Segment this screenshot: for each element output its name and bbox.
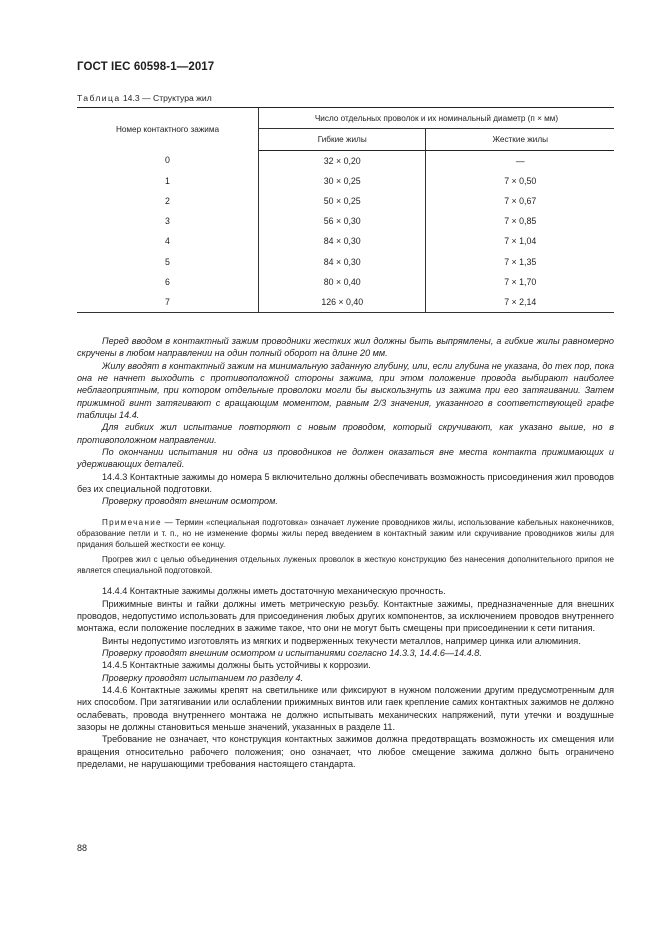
note [77,517,614,550]
table-row [77,171,614,191]
note-label: Примечание [102,517,162,527]
paragraph-straightening: Перед вводом в контактный зажим проводники жестких жил должны быть выпрямлены, а гибкие жилы равномерно скручены в любом направлении на один полный оборот на длине 20 мм. [77,336,614,359]
cell-flexible: 84 × 0,30 [259,251,426,271]
cell-flexible: 80 × 0,40 [259,272,426,292]
cell-flexible: 32 × 0,20 [259,150,426,171]
col-header-flexible: Гибкие жилы [259,129,426,150]
clause-14-4-5: 14.4.5 Контактные зажимы должны быть устойчивы к коррозии. [102,660,371,671]
cell-terminal-number: 7 [77,292,259,313]
check-visual-inspection: Проверку проводят внешним осмотром. [102,496,278,507]
cell-rigid: 7 × 0,67 [426,191,614,211]
cell-flexible: 84 × 0,30 [259,231,426,251]
clause-14-4-6: 14.4.6 Контактные зажимы крепят на светильнике или фиксируют в нужном положении другим предусмотренным для них способом. При затягивании или ослаблении прижимных винтов или гаек крепление самих контактных зажимов не должно ослабевать, провода внутреннего монтажа не должно испытывать механических напряжений, пути утечки и воздушные зазоры не должны становиться меньше значений, указанных в разделе 11. [77,685,614,733]
table-row [77,251,614,271]
wire-structure-table [77,107,614,313]
table-caption-title: 14.3 — Структура жил [120,93,212,103]
table-row [77,272,614,292]
cell-flexible: 30 × 0,25 [259,171,426,191]
cell-flexible: 126 × 0,40 [259,292,426,313]
cell-terminal-number: 1 [165,175,170,186]
col-header-rigid: Жесткие жилы [426,129,614,150]
paragraph-insertion-procedure: Жилу вводят в контактный зажим на минимальную заданную глубину, или, если глубина не указана, до тех пор, пока она не начнет выходить с противоположной стороны зажима, при этом положение провода выбирают наиболее неблагоприятным, при котором отдельные проволоки могли бы выскользнуть из зажима при его затягивании. Затем прижимной винт затягивают с вращающим моментом, равным 2/3 значения, указанного в соответствующей графе таблицы 14.4. [77,360,614,421]
table-row [77,292,614,313]
cell-rigid: 7 × 1,04 [426,231,614,251]
cell-rigid: 7 × 0,50 [426,171,614,191]
cell-terminal-number: 4 [165,236,170,247]
note-text: — Термин «специальная подготовка» означает лужение проводников жилы, использование кабельных наконечников, образование петли и т. п., но не изменение формы жилы перед введением в контактный зажим или скручивание проводников жилы для придания большей жесткости ее концу. [77,517,614,549]
cell-flexible: 56 × 0,30 [259,211,426,231]
table-row [77,231,614,251]
cell-flexible: 50 × 0,25 [259,191,426,211]
cell-terminal-number: 6 [165,276,170,287]
cell-rigid: — [426,150,614,171]
table-row [77,150,614,171]
note-continuation: Прогрев жил с целью объединения отдельных луженых проволок в жесткую конструкцию без нанесения дополнительного припоя не является специальной подготовкой. [77,555,614,576]
table-caption-prefix: Таблица [77,93,121,103]
paragraph-metric-thread: Прижимные винты и гайки должны иметь метрическую резьбу. Контактные зажимы, предназначенные для внешних проводов, недопустимо использовать для присоединения любых других компонентов, за исключением проводов внутреннего монтажа, если положение последних в зажиме такое, что они не могут быть смещены при присоединении к сети питания. [77,598,614,634]
clause-14-4-3: 14.4.3 Контактные зажимы до номера 5 включительно должны обеспечивать возможность присоединения жил проводов без их специальной подготовки. [77,471,614,495]
cell-rigid: 7 × 1,35 [426,251,614,271]
check-inspection-tests: Проверку проводят внешним осмотром и испытаниями согласно 14.3.3, 14.4.6—14.4.8. [102,648,482,658]
col-header-group: Число отдельных проволок и их номинальный диаметр (п × мм) [259,108,615,129]
paragraph-screw-material: Винты недопустимо изготовлять из мягких и подверженных текучести металлов, например цинка или алюминия. [102,635,581,646]
paragraph-flexible-repeat: Для гибких жил испытание повторяют с новым проводом, который скручивают, как указано выше, но в противоположном направлении. [77,422,614,445]
cell-rigid: 7 × 0,85 [426,211,614,231]
col-header-terminal: Номер контактного зажима [77,108,259,151]
body-text [77,335,614,770]
paragraph-requirement-meaning: Требование не означает, что конструкция контактных зажимов должна предотвращать возможность их смещения или вращения относительно рабочего положения; оно означает, что любое смещение зажима должно быть ограничено пределами, не нарушающими требования настоящего стандарта. [77,734,614,770]
cell-rigid: 7 × 1,70 [426,272,614,292]
cell-terminal-number: 5 [165,256,170,267]
document-header: ГОСТ IEC 60598-1—2017 [77,61,215,73]
clause-14-4-4: 14.4.4 Контактные зажимы должны иметь достаточную механическую прочность. [102,586,446,597]
table-row [77,211,614,231]
cell-terminal-number: 3 [165,216,170,227]
cell-terminal-number: 2 [165,195,170,206]
paragraph-test-result: По окончании испытания ни одна из проводников не должен оказаться вне места контакта прижимающих и удерживающих деталей. [77,447,614,470]
check-section-4: Проверку проводят испытанием по разделу 4. [102,672,304,683]
cell-rigid: 7 × 2,14 [426,292,614,313]
table-caption [77,93,212,103]
table-row [77,191,614,211]
cell-terminal-number: 0 [165,155,170,166]
page-number: 88 [77,843,88,853]
